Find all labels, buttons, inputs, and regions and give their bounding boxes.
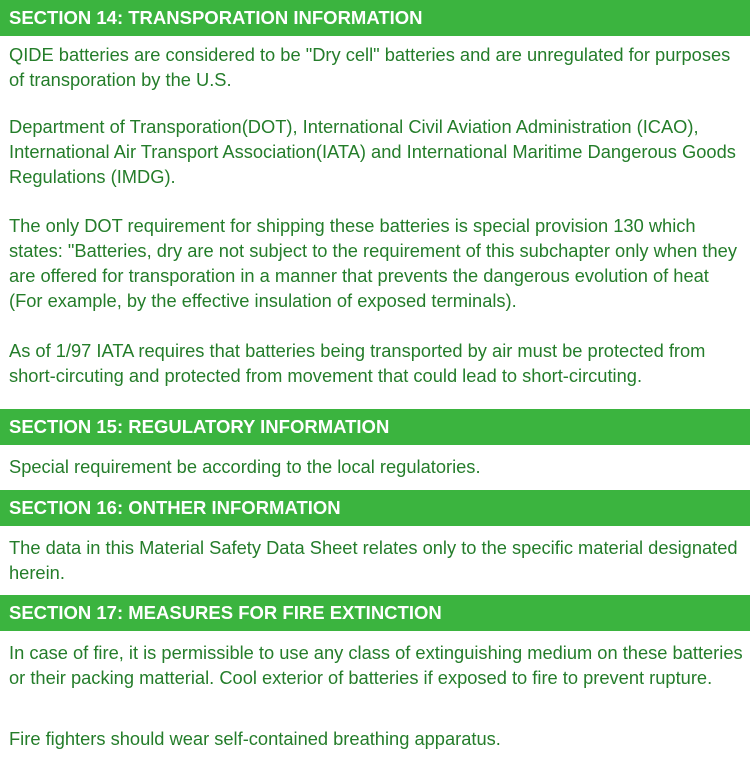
- section-15-header: SECTION 15: REGULATORY INFORMATION: [0, 409, 750, 445]
- section-14-header: SECTION 14: TRANSPORATION INFORMATION: [0, 0, 750, 36]
- section-16-header: SECTION 16: ONTHER INFORMATION: [0, 490, 750, 526]
- section-17-paragraph-1: In case of fire, it is permissible to use any class of extinguishing medium on these batteries or their packing matterial. Cool exterior of batteries if exposed to fire to prevent rupture.: [9, 642, 743, 688]
- section-17-header: SECTION 17: MEASURES FOR FIRE EXTINCTION: [0, 595, 750, 631]
- section-16-paragraph-1: The data in this Material Safety Data Sheet relates only to the specific material designated herein.: [9, 537, 738, 583]
- section-14-paragraph-1: QIDE batteries are considered to be "Dry cell" batteries and are unregulated for purposes of transporation by the U.S.: [9, 44, 731, 90]
- section-15-paragraph-1: Special requirement be according to the local regulatories.: [9, 456, 481, 477]
- section-14-paragraph-3: The only DOT requirement for shipping these batteries is special provision 130 which states: "Batteries, dry are not subject to the requirement of this subchapter only when they are offered for transporation in a manner that prevents the dangerous evolution of heat (For example, by the effective insulation of exposed terminals).: [9, 215, 737, 311]
- section-17-paragraph-2: Fire fighters should wear self-contained breathing apparatus.: [9, 728, 501, 749]
- section-14-paragraph-2: Department of Transporation(DOT), International Civil Aviation Administration (ICAO), International Air Transport Association(IATA) and International Maritime Dangerous Goods Regulations (IMDG).: [9, 116, 736, 187]
- section-14-paragraph-4: As of 1/97 IATA requires that batteries being transported by air must be protected from short-circuting and protected from movement that could lead to short-circuting.: [9, 340, 706, 386]
